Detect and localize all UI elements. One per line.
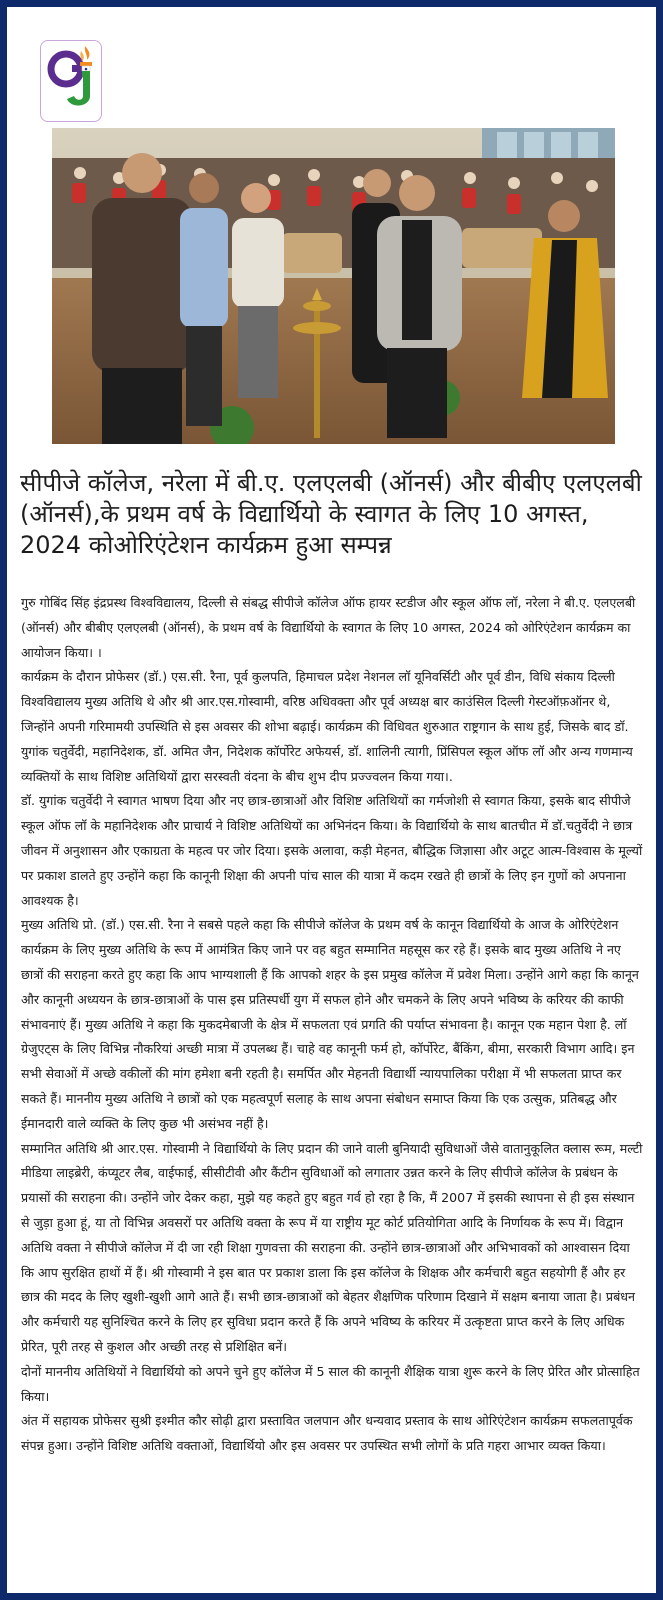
article-paragraph: सम्मानित अतिथि श्री आर.एस. गोस्वामी ने विद्यार्थियो के लिए प्रदान की जाने वाली बुनियादी सुविधाओं जैसे वातानुकूलित क्लास रूम, मल्टी मीडिया लाइब्रेरी, कंप्यूटर लैब, वाईफाई, सीसीटीवी और कैंटीन सुविधाओं को लगातार उन्नत करने के लिए सीपीजे कॉलेज के प्रबंधन के प्रयासों की सराहना की। उन्होंने जोर देकर कहा, मुझे यह कहते हुए बहुत गर्व हो रहा है कि, मैं 2007 में इसकी स्थापना से ही इस संस्थान से जुड़ा हुआ हूं, या तो विभिन्न अवसरों पर अतिथि वक्ता के रूप में या राष्ट्रीय मूट कोर्ट प्रतियोगिता आदि के निर्णायक के रूप में। विद्वान अतिथि वक्ता ने सीपीजे कॉलेज में दी जा रही शिक्षा गुणवत्ता की सराहना की. उन्होंने छात्र-छात्राओं और अभिभावकों को आश्वासन दिया कि आप सुरक्षित हाथों में हैं। श्री गोस्वामी ने इस बात पर प्रकाश डाला कि इस कॉलेज के शिक्षक और कर्मचारी बहुत सहयोगी हैं और हर छात्र की मदद के लिए खुशी-खुशी आगे आते हैं। सभी छात्र-छात्राओं को बेहतर शैक्षणिक परिणाम दिखाने में सक्षम बनाया जाता है। प्रबंधन और कर्मचारी यह सुनिश्चित करने के लिए हर सुविधा प्रदान करते हैं कि अपने भविष्य के करियर में उत्कृष्टता प्राप्त करने के लिए अधिक प्रेरित, पूरी तरह से कुशल और अच्छी तरह से प्रशिक्षित बनें। bbox=[21, 1140, 643, 1354]
article-title: सीपीजे कॉलेज, नरेला में बी.ए. एलएलबी (ऑनर्स) और बीबीए एलएलबी (ऑनर्स),के प्रथम वर्ष के विद्यार्थियो के स्वागत के लिए 10 अगस्त, 2024 कोओरिएंटेशन कार्यक्रम हुआ सम्पन्न bbox=[20, 469, 642, 559]
logo-mark-icon bbox=[41, 41, 100, 120]
article-body bbox=[21, 591, 645, 1459]
article-paragraph: डॉ. युगांक चतुर्वेदी ने स्वागत भाषण दिया और नए छात्र-छात्राओं और विशिष्ट अतिथियों का गर्मजोशी से स्वागत किया, इसके बाद सीपीजे स्कूल ऑफ लॉ के महानिदेशक और प्राचार्य ने विशिष्ट अतिथियों का अभिनंदन किया। के विद्यार्थियो के साथ बातचीत में डॉ.चतुर्वेदी ने छात्र जीवन में अनुशासन और एकाग्रता के महत्व पर जोर दिया। इसके अलावा, कड़ी मेहनत, बौद्धिक जिज्ञासा और अटूट आत्म-विश्वास के मूल्यों पर प्रकाश डालते हुए उन्होंने कहा कि कानूनी शिक्षा की अपनी पांच साल की यात्रा में कदम रखते ही छात्रों के लिए इन गुणों को अपनाना आवश्यक है। bbox=[21, 793, 643, 908]
college-logo bbox=[40, 40, 102, 122]
page-frame bbox=[7, 7, 656, 1593]
article-paragraph: गुरु गोबिंद सिंह इंद्रप्रस्थ विश्वविद्यालय, दिल्ली से संबद्ध सीपीजे कॉलेज ऑफ हायर स्टडीज और स्कूल ऑफ लॉ, नरेला ने बी.ए. एलएलबी (ऑनर्स) और बीबीए एलएलबी (ऑनर्स), के प्रथम वर्ष के विद्यार्थियो के स्वागत के लिए 10 अगस्त, 2024 को ओरिएंटेशन कार्यक्रम का आयोजन किया। । bbox=[21, 595, 636, 660]
article-paragraph: मुख्य अतिथि प्रो. (डॉ.) एस.सी. रैना ने सबसे पहले कहा कि सीपीजे कॉलेज के प्रथम वर्ष के कानून विद्यार्थियो के आज के ओरिएंटेशन कार्यक्रम के लिए मुख्य अतिथि के रूप में आमंत्रित किए जाने पर वह बहुत सम्मानित महसूस कर रहे हैं। इसके बाद मुख्य अतिथि ने नए छात्रों की सराहना करते हुए कहा कि आप भाग्यशाली हैं कि आपको शहर के इस प्रमुख कॉलेज में प्रवेश मिला। उन्होंने आगे कहा कि कानून और कानूनी अध्ययन के छात्र-छात्राओं के पास इस प्रतिस्पर्धी युग में सफल होने और चमकने के लिए अपने भविष्य के करियर की काफी संभावनाएं हैं। मुख्य अतिथि ने कहा कि मुकदमेबाजी के क्षेत्र में सफलता एवं प्रगति की पर्याप्त संभावना है। कानून एक महान पेशा है. लॉ ग्रेजुएट्स के लिए विभिन्न नौकरियां अच्छी मात्रा में उपलब्ध हैं। चाहे वह कानूनी फर्म हो, कॉर्पोरेट, बैंकिंग, बीमा, सरकारी विभाग आदि। इन सभी सेवाओं में अच्छे वकीलों की मांग हमेशा बनी रहती है। समर्पित और मेहनती विद्यार्थी न्यायपालिका परीक्षा में भी सफलता प्राप्त कर सकते हैं। माननीय मुख्य अतिथि ने छात्रों को एक महत्वपूर्ण सलाह के साथ अपना संबोधन समाप्त किया कि एक उत्सुक, प्रतिबद्ध और ईमानदारी वाले व्यक्ति के लिए कुछ भी असंभव नहीं है। bbox=[21, 917, 639, 1131]
event-photo bbox=[52, 128, 615, 444]
lamp-lighting-image bbox=[52, 128, 615, 444]
article-paragraph: दोनों माननीय अतिथियों ने विद्यार्थियो को अपने चुने हुए कॉलेज में 5 साल की कानूनी शैक्षिक यात्रा शुरू करने के लिए प्रेरित और प्रोत्साहित किया। bbox=[21, 1363, 640, 1404]
article-paragraph: कार्यक्रम के दौरान प्रोफेसर (डॉ.) एस.सी. रैना, पूर्व कुलपति, हिमाचल प्रदेश नेशनल लॉ यूनिवर्सिटी और पूर्व डीन, विधि संकाय दिल्ली विश्वविद्यालय मुख्य अतिथि थे और श्री आर.एस.गोस्वामी, वरिष्ठ अधिवक्ता और पूर्व अध्यक्ष बार काउंसिल दिल्ली गेस्टऑफ़ऑनर थे, जिन्होंने अपनी गरिमामयी उपस्थिति से इस अवसर की शोभा बढ़ाई। कार्यक्रम की विधिवत शुरुआत राष्ट्रगान के साथ हुई, जिसके बाद डॉ. युगांक चतुर्वेदी, महानिदेशक, डॉ. अमित जैन, निदेशक कॉर्पोरेट अफेयर्स, डॉ. शालिनी त्यागी, प्रिंसिपल स्कूल ऑफ लॉ और अन्य गणमान्य व्यक्तियों के साथ विशिष्ट अतिथियों द्वारा सरस्वती वंदना के बीच शुभ दीप प्रज्ज्वलन किया गया।. bbox=[21, 669, 633, 784]
article-paragraph: अंत में सहायक प्रोफेसर सुश्री इश्मीत कौर सोढ़ी द्वारा प्रस्तावित जलपान और धन्यवाद प्रस्ताव के साथ ओरिएंटेशन कार्यक्रम सफलतापूर्वक संपन्न हुआ। उन्होंने विशिष्ट अतिथि वक्ताओं, विद्यार्थियो और इस अवसर पर उपस्थित सभी लोगों के प्रति गहरा आभार व्यक्त किया। bbox=[21, 1413, 633, 1454]
